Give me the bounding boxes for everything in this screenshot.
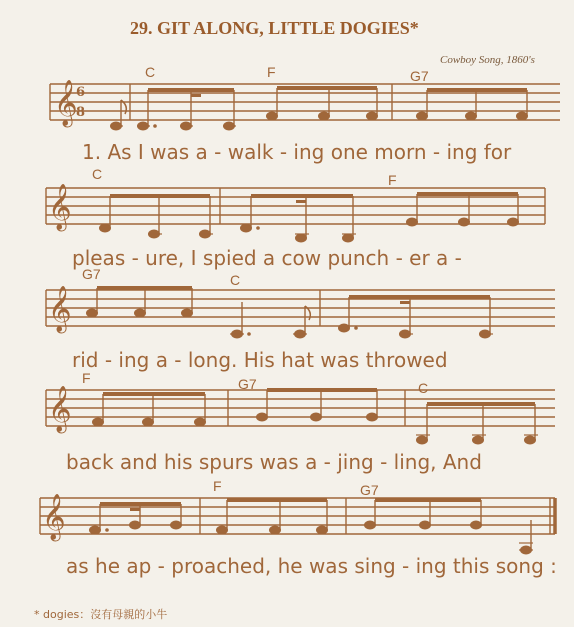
chord-label: F <box>388 172 397 188</box>
footnote: * dogies：沒有母親的小牛 <box>34 608 168 621</box>
note-group <box>240 194 356 243</box>
lyric-line: as he ap - proached, he was sing - ing this song : <box>66 554 557 578</box>
lyric-line: 1. As I was a - walk - ing one morn - ing for <box>82 140 512 164</box>
chord-label: C <box>145 64 156 80</box>
note-group <box>99 194 213 239</box>
note-group <box>266 86 378 121</box>
treble-clef-icon: 𝄞 <box>48 184 72 230</box>
song-credit: Cowboy Song, 1860's <box>440 54 535 66</box>
song-title: 29. GIT ALONG, LITTLE DOGIES* <box>130 18 419 38</box>
treble-clef-icon: 𝄞 <box>48 386 72 432</box>
note <box>293 306 310 339</box>
chord-label: G7 <box>360 482 379 498</box>
time-signature-bottom: 8 <box>76 105 86 120</box>
note-group <box>86 286 193 318</box>
lyric-line: pleas - ure, I spied a cow punch - er a - <box>72 246 462 270</box>
time-signature-top: 6 <box>76 85 86 100</box>
chord-label: G7 <box>410 68 429 84</box>
treble-clef-icon: 𝄞 <box>48 286 72 332</box>
chord-label: C <box>418 380 429 396</box>
note-group <box>137 88 236 131</box>
chord-label: C <box>230 272 241 288</box>
treble-clef-icon: 𝄞 <box>54 80 78 126</box>
note-group <box>92 392 206 427</box>
treble-clef-icon: 𝄞 <box>42 494 66 540</box>
note <box>110 100 126 131</box>
chord-label: F <box>267 64 276 80</box>
lyric-line: back and his spurs was a - jing - ling, And <box>66 450 482 474</box>
chord-label: F <box>213 478 222 494</box>
chord-label: G7 <box>82 266 101 282</box>
chord-label: C <box>92 166 103 182</box>
chord-label: F <box>82 370 91 386</box>
chord-label: G7 <box>238 376 257 392</box>
lyric-line: rid - ing a - long. His hat was throwed <box>72 348 448 372</box>
